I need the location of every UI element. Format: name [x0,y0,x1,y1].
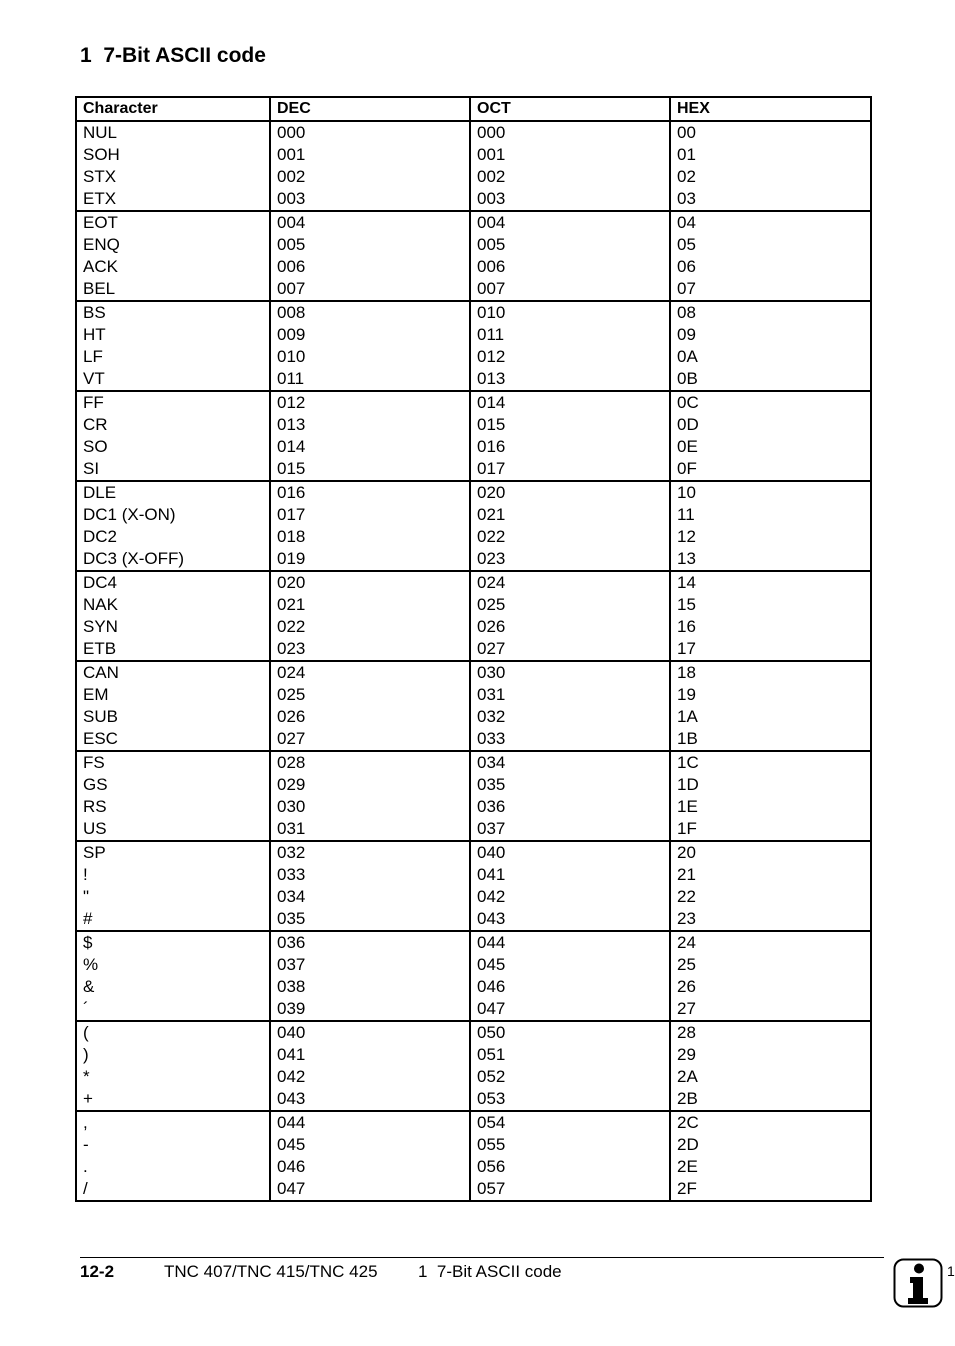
character-value: DC4 [83,573,118,592]
chapter-tab-number: 1 [947,1263,955,1279]
hex-value: 2C [677,1113,699,1132]
hex-value: 2F [677,1179,697,1198]
cell-hex [670,391,871,481]
hex-value: 2B [677,1089,698,1108]
table-row [76,121,871,211]
cell-dec [270,571,470,661]
dec-value: 029 [277,775,306,794]
footer-page-number: 12-2 [80,1262,115,1281]
dec-value: 034 [277,887,306,906]
character-value: FF [83,393,104,412]
cell-oct [470,841,670,931]
hex-value: 03 [677,189,696,208]
dec-value: 037 [277,955,306,974]
dec-value: 007 [277,279,306,298]
cell-hex [670,301,871,391]
footer-model: TNC 407/TNC 415/TNC 425 [164,1262,378,1281]
hex-value: 01 [677,145,696,164]
dec-value: 009 [277,325,306,344]
dec-value: 033 [277,865,306,884]
hex-value: 07 [677,279,696,298]
oct-value: 007 [477,279,506,298]
character-value: ´ [83,999,89,1018]
hex-value: 10 [677,483,696,502]
hex-value: 0D [677,415,699,434]
hex-value: 19 [677,685,696,704]
character-value: DC2 [83,527,118,546]
dec-value: 003 [277,189,306,208]
character-value: ETB [83,639,117,658]
character-value: ! [83,865,88,884]
oct-value: 055 [477,1135,506,1154]
table-row [76,931,871,1021]
hex-value: 08 [677,303,696,322]
oct-value: 041 [477,865,506,884]
cell-character [76,481,270,571]
hex-value: 16 [677,617,696,636]
dec-value: 036 [277,933,306,952]
table-row [76,391,871,481]
hex-value: 1F [677,819,697,838]
cell-character [76,301,270,391]
oct-value: 006 [477,257,506,276]
dec-value: 014 [277,437,306,456]
hex-value: 1C [677,753,699,772]
character-value: SYN [83,617,118,636]
oct-value: 014 [477,393,506,412]
oct-value: 042 [477,887,506,906]
table-row [76,751,871,841]
dec-value: 044 [277,1113,306,1132]
hex-value: 0A [677,347,698,366]
hex-value: 26 [677,977,696,996]
dec-value: 011 [277,369,305,388]
cell-character [76,751,270,841]
character-value: NAK [83,595,118,614]
character-value: SI [83,459,100,478]
footer-section-title: 1 7-Bit ASCII code [418,1262,562,1281]
dec-value: 016 [277,483,306,502]
oct-value: 025 [477,595,506,614]
character-value: FS [83,753,105,772]
column-header-dec: DEC [270,97,470,121]
cell-character [76,841,270,931]
table-row [76,661,871,751]
oct-value: 004 [477,213,506,232]
oct-value: 001 [477,145,506,164]
dec-value: 024 [277,663,306,682]
character-value: % [83,955,99,974]
dec-value: 021 [277,595,306,614]
oct-value: 031 [477,685,506,704]
hex-value: 02 [677,167,696,186]
ascii-table [75,96,872,1202]
cell-hex [670,1021,871,1111]
oct-value: 046 [477,977,506,996]
character-value: VT [83,369,105,388]
dec-value: 031 [277,819,306,838]
cell-oct [470,211,670,301]
hex-value: 25 [677,955,696,974]
oct-value: 010 [477,303,506,322]
oct-value: 032 [477,707,506,726]
hex-value: 17 [677,639,696,658]
cell-hex [670,481,871,571]
oct-value: 057 [477,1179,506,1198]
hex-value: 20 [677,843,696,862]
dec-value: 022 [277,617,306,636]
dec-value: 047 [277,1179,306,1198]
character-value: CR [83,415,108,434]
hex-value: 24 [677,933,696,952]
cell-dec [270,1111,470,1201]
dec-value: 025 [277,685,306,704]
oct-value: 022 [477,527,506,546]
character-value: SUB [83,707,118,726]
oct-value: 040 [477,843,506,862]
hex-value: 1B [677,729,698,748]
character-value: / [83,1179,88,1198]
cell-hex [670,751,871,841]
oct-value: 053 [477,1089,506,1108]
dec-value: 005 [277,235,306,254]
dec-value: 042 [277,1067,306,1086]
oct-value: 027 [477,639,506,658]
cell-character [76,121,270,211]
cell-dec [270,211,470,301]
cell-oct [470,391,670,481]
cell-dec [270,481,470,571]
cell-hex [670,211,871,301]
hex-value: 22 [677,887,696,906]
oct-value: 003 [477,189,506,208]
cell-dec [270,301,470,391]
dec-value: 002 [277,167,306,186]
hex-value: 18 [677,663,696,682]
oct-value: 030 [477,663,506,682]
character-value: ENQ [83,235,120,254]
dec-value: 015 [277,459,306,478]
cell-character [76,1111,270,1201]
page-title: 1 7-Bit ASCII code [80,44,266,67]
dec-value: 035 [277,909,306,928]
cell-oct [470,751,670,841]
character-value: ESC [83,729,118,748]
oct-value: 002 [477,167,506,186]
hex-value: 00 [677,123,696,142]
character-value: SO [83,437,108,456]
hex-value: 1D [677,775,699,794]
character-value: ETX [83,189,117,208]
oct-value: 043 [477,909,506,928]
cell-hex [670,1111,871,1201]
oct-value: 026 [477,617,506,636]
cell-hex [670,571,871,661]
cell-character [76,661,270,751]
character-value: # [83,909,93,928]
dec-value: 001 [277,145,306,164]
cell-hex [670,841,871,931]
character-value: STX [83,167,117,186]
hex-value: 0E [677,437,698,456]
cell-oct [470,121,670,211]
oct-value: 037 [477,819,506,838]
oct-value: 021 [477,505,506,524]
column-header-hex: HEX [670,97,871,121]
oct-value: 044 [477,933,506,952]
hex-value: 04 [677,213,696,232]
oct-value: 034 [477,753,506,772]
dec-value: 026 [277,707,306,726]
oct-value: 000 [477,123,506,142]
oct-value: 050 [477,1023,506,1042]
dec-value: 008 [277,303,306,322]
dec-value: 006 [277,257,306,276]
oct-value: 033 [477,729,506,748]
dec-value: 012 [277,393,306,412]
oct-value: 017 [477,459,506,478]
hex-value: 27 [677,999,696,1018]
character-value: EOT [83,213,118,232]
hex-value: 2A [677,1067,698,1086]
character-value: & [83,977,95,996]
oct-value: 036 [477,797,506,816]
dec-value: 019 [277,549,306,568]
oct-value: 045 [477,955,506,974]
cell-oct [470,1111,670,1201]
dec-value: 040 [277,1023,306,1042]
cell-oct [470,481,670,571]
dec-value: 023 [277,639,306,658]
character-value: BEL [83,279,116,298]
cell-dec [270,661,470,751]
hex-value: 29 [677,1045,696,1064]
oct-value: 035 [477,775,506,794]
table-row [76,571,871,661]
character-value: - [83,1135,89,1154]
dec-value: 038 [277,977,306,996]
dec-value: 046 [277,1157,306,1176]
dec-value: 032 [277,843,306,862]
dec-value: 043 [277,1089,306,1108]
cell-dec [270,931,470,1021]
oct-value: 015 [477,415,506,434]
character-value: EM [83,685,109,704]
character-value: LF [83,347,103,366]
cell-hex [670,121,871,211]
cell-character [76,571,270,661]
oct-value: 054 [477,1113,506,1132]
oct-value: 016 [477,437,506,456]
oct-value: 012 [477,347,506,366]
oct-value: 056 [477,1157,506,1176]
dec-value: 013 [277,415,306,434]
cell-character [76,211,270,301]
oct-value: 052 [477,1067,506,1086]
hex-value: 14 [677,573,696,592]
character-value: GS [83,775,108,794]
character-value: ACK [83,257,118,276]
character-value: * [83,1067,90,1086]
hex-value: 0C [677,393,699,412]
oct-value: 013 [477,369,506,388]
character-value: RS [83,797,107,816]
dec-value: 039 [277,999,306,1018]
cell-oct [470,661,670,751]
dec-value: 041 [277,1045,306,1064]
table-row [76,301,871,391]
cell-oct [470,1021,670,1111]
info-icon [893,1258,943,1308]
oct-value: 011 [477,325,505,344]
dec-value: 020 [277,573,306,592]
cell-oct [470,571,670,661]
table-row [76,841,871,931]
hex-value: 28 [677,1023,696,1042]
cell-hex [670,661,871,751]
hex-value: 23 [677,909,696,928]
hex-value: 05 [677,235,696,254]
dec-value: 000 [277,123,306,142]
table-row [76,1021,871,1111]
character-value: HT [83,325,106,344]
character-value: ) [83,1045,89,1064]
cell-dec [270,121,470,211]
cell-character [76,391,270,481]
character-value: DLE [83,483,117,502]
hex-value: 11 [677,505,695,524]
table-header-row [76,97,871,121]
column-header-character: Character [76,97,270,121]
cell-dec [270,1021,470,1111]
table-body [76,121,871,1201]
character-value: . [83,1157,88,1176]
hex-value: 0F [677,459,697,478]
column-header-oct: OCT [470,97,670,121]
oct-value: 051 [477,1045,506,1064]
character-value: BS [83,303,106,322]
character-value: SOH [83,145,120,164]
cell-oct [470,301,670,391]
character-value: SP [83,843,106,862]
character-value: $ [83,933,93,952]
oct-value: 024 [477,573,506,592]
oct-value: 005 [477,235,506,254]
cell-dec [270,391,470,481]
table-row [76,211,871,301]
character-value: DC3 (X-OFF) [83,549,185,568]
cell-dec [270,841,470,931]
hex-value: 1A [677,707,698,726]
hex-value: 2D [677,1135,699,1154]
hex-value: 12 [677,527,696,546]
dec-value: 027 [277,729,306,748]
dec-value: 004 [277,213,306,232]
hex-value: 2E [677,1157,698,1176]
table-row [76,481,871,571]
character-value: CAN [83,663,119,682]
hex-value: 0B [677,369,698,388]
hex-value: 21 [677,865,696,884]
character-value: " [83,887,90,906]
character-value: NUL [83,123,118,142]
cell-dec [270,751,470,841]
hex-value: 06 [677,257,696,276]
hex-value: 1E [677,797,698,816]
table-row [76,1111,871,1201]
dec-value: 017 [277,505,306,524]
footer-divider [80,1257,884,1258]
character-value: US [83,819,107,838]
character-value: DC1 (X-ON) [83,505,176,524]
cell-character [76,1021,270,1111]
dec-value: 010 [277,347,306,366]
character-value: , [83,1113,88,1132]
dec-value: 030 [277,797,306,816]
oct-value: 023 [477,549,506,568]
oct-value: 047 [477,999,506,1018]
dec-value: 045 [277,1135,306,1154]
character-value: ( [83,1023,89,1042]
character-value: + [83,1089,93,1108]
cell-character [76,931,270,1021]
cell-oct [470,931,670,1021]
hex-value: 13 [677,549,696,568]
dec-value: 018 [277,527,306,546]
hex-value: 09 [677,325,696,344]
dec-value: 028 [277,753,306,772]
cell-hex [670,931,871,1021]
hex-value: 15 [677,595,696,614]
oct-value: 020 [477,483,506,502]
